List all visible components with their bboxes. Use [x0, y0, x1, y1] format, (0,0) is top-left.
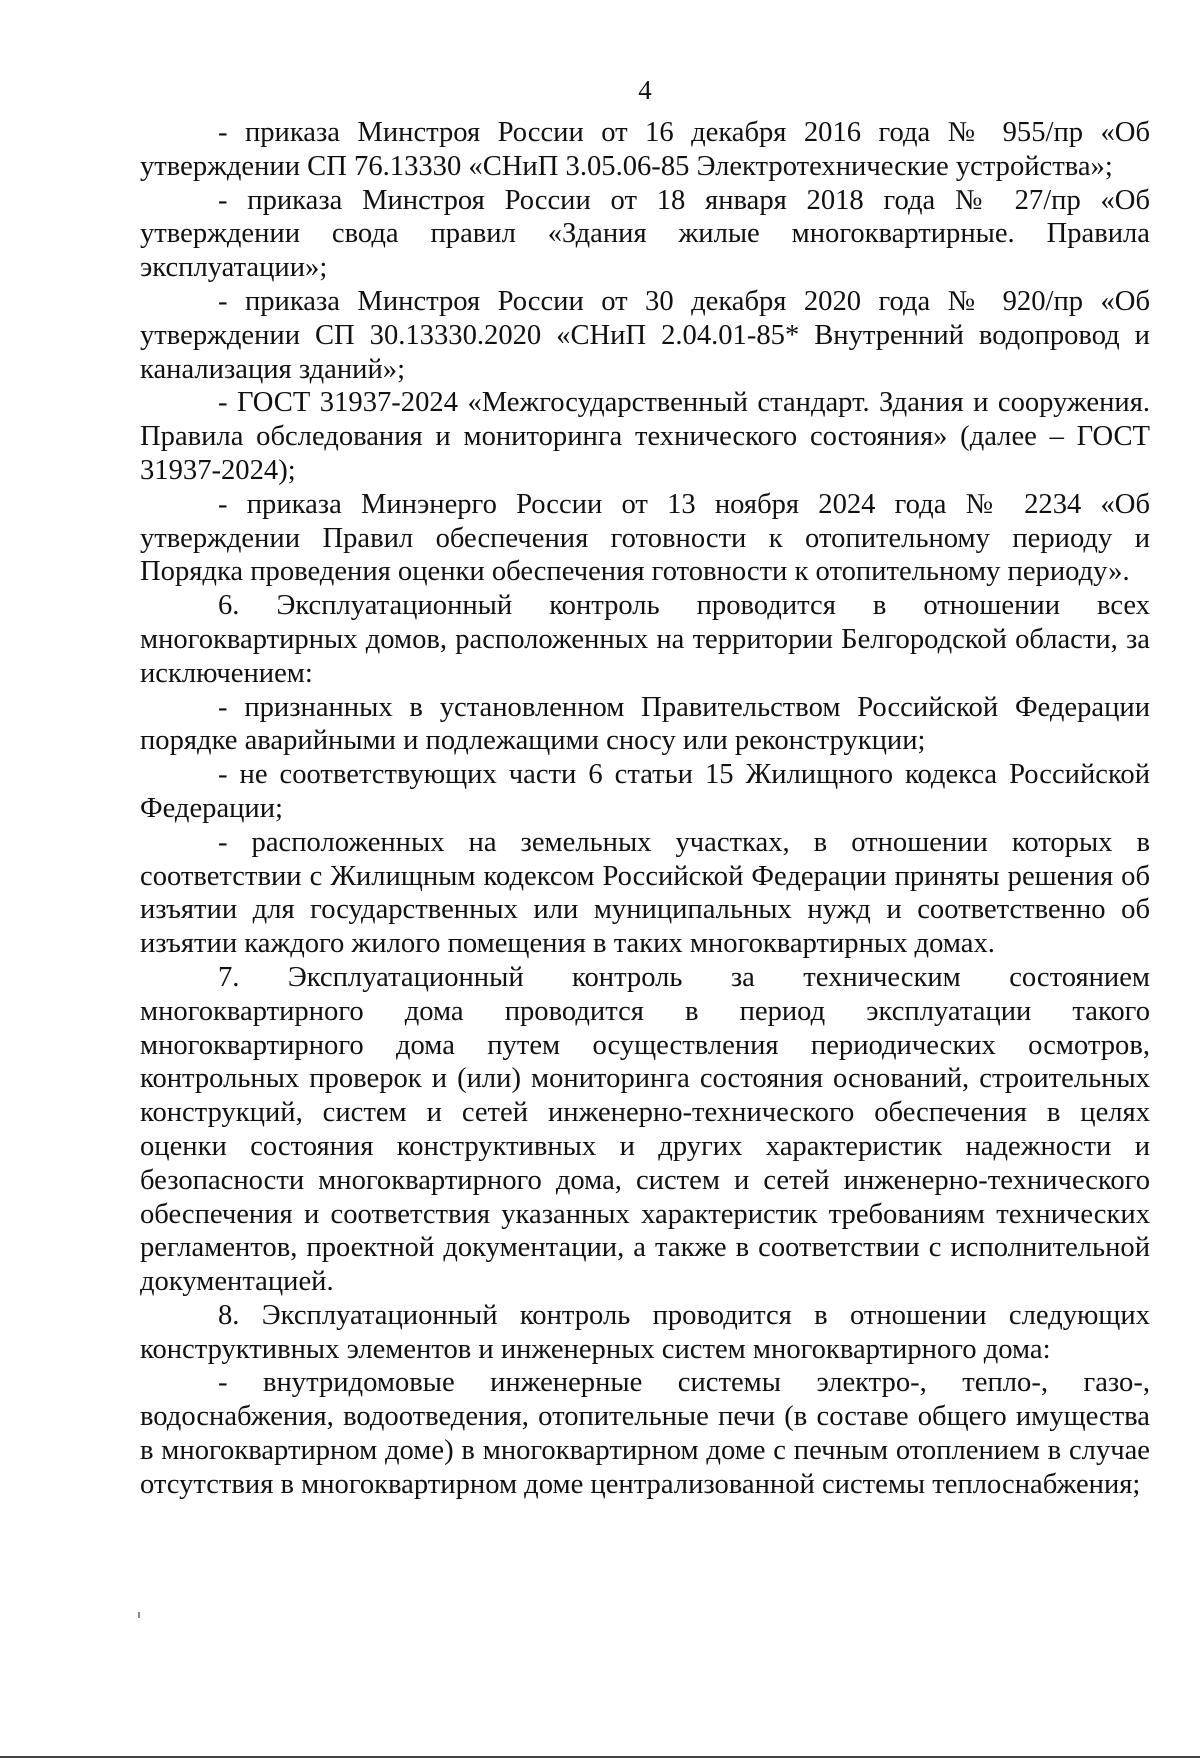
paragraph-order-2234: - приказа Минэнерго России от 13 ноября 2024 года № 2234 «Об утверждении Правил обеспечения готовности к отопительному периоду и Порядка проведения оценки обеспечения готовности к отопительному периоду».	[140, 488, 1150, 588]
paragraph-exception-housing-code: - не соответствующих части 6 статьи 15 Жилищного кодекса Российской Федерации;	[140, 759, 1150, 824]
paragraph-order-27: - приказа Минстроя России от 18 января 2018 года № 27/пр «Об утверждении свода правил «Здания жилые многоквартирные. Правила эксплуатации»;	[140, 184, 1150, 284]
paragraph-order-955: - приказа Минстроя России от 16 декабря 2016 года № 955/пр «Об утверждении СП 76.13330 «СНиП 3.05.06-85 Электротехнические устройства»;	[140, 117, 1150, 182]
paragraph-engineering-systems: - внутридомовые инженерные системы электро-, тепло-, газо-, водоснабжения, водоотведения, отопительные печи (в составе общего имущества в многоквартирном доме) в многоквартирном доме с печным отоплением в случае отсутствия в многоквартирном доме централизованной системы теплоснабжения;	[140, 1367, 1150, 1500]
document-body	[140, 116, 1150, 1502]
scan-speck	[138, 1612, 140, 1618]
scan-bottom-edge	[0, 1756, 1200, 1758]
page-number: 4	[638, 75, 652, 105]
paragraph-exception-land-seizure: - расположенных на земельных участках, в отношении которых в соответствии с Жилищным кодексом Российской Федерации приняты решения об изъятии для государственных или муниципальных нужд и соответственно об изъятии каждого жилого помещения в таких многоквартирных домах.	[140, 826, 1150, 960]
paragraph-item-8: 8. Эксплуатационный контроль проводится в отношении следующих конструктивных элементов и инженерных систем многоквартирного дома:	[140, 1299, 1150, 1365]
paragraph-gost-31937: - ГОСТ 31937-2024 «Межгосударственный стандарт. Здания и сооружения. Правила обследования и мониторинга технического состояния» (далее – ГОСТ 31937-2024);	[140, 387, 1150, 486]
paragraph-item-6: 6. Эксплуатационный контроль проводится в отношении всех многоквартирных домов, расположенных на территории Белгородской области, за исключением:	[140, 590, 1150, 689]
paragraph-exception-emergency: - признанных в установленном Правительством Российской Федерации порядке аварийными и подлежащими сносу или реконструкции;	[140, 691, 1150, 757]
paragraph-item-7: 7. Эксплуатационный контроль за техническим состоянием многоквартирного дома проводится в период эксплуатации такого многоквартирного дома путем осуществления периодических осмотров, контрольных проверок и (или) мониторинга состояния оснований, строительных конструкций, систем и сетей инженерно-технического обеспечения в целях оценки состояния конструктивных и других характеристик надежности и безопасности многоквартирного дома, систем и сетей инженерно-технического обеспечения и соответствия указанных характеристик требованиям технических регламентов, проектной документации, а также в соответствии с исполнительной документацией.	[140, 961, 1150, 1298]
paragraph-order-920: - приказа Минстроя России от 30 декабря 2020 года № 920/пр «Об утверждении СП 30.13330.2020 «СНиП 2.04.01-85* Внутренний водопровод и канализация зданий»;	[140, 285, 1150, 385]
